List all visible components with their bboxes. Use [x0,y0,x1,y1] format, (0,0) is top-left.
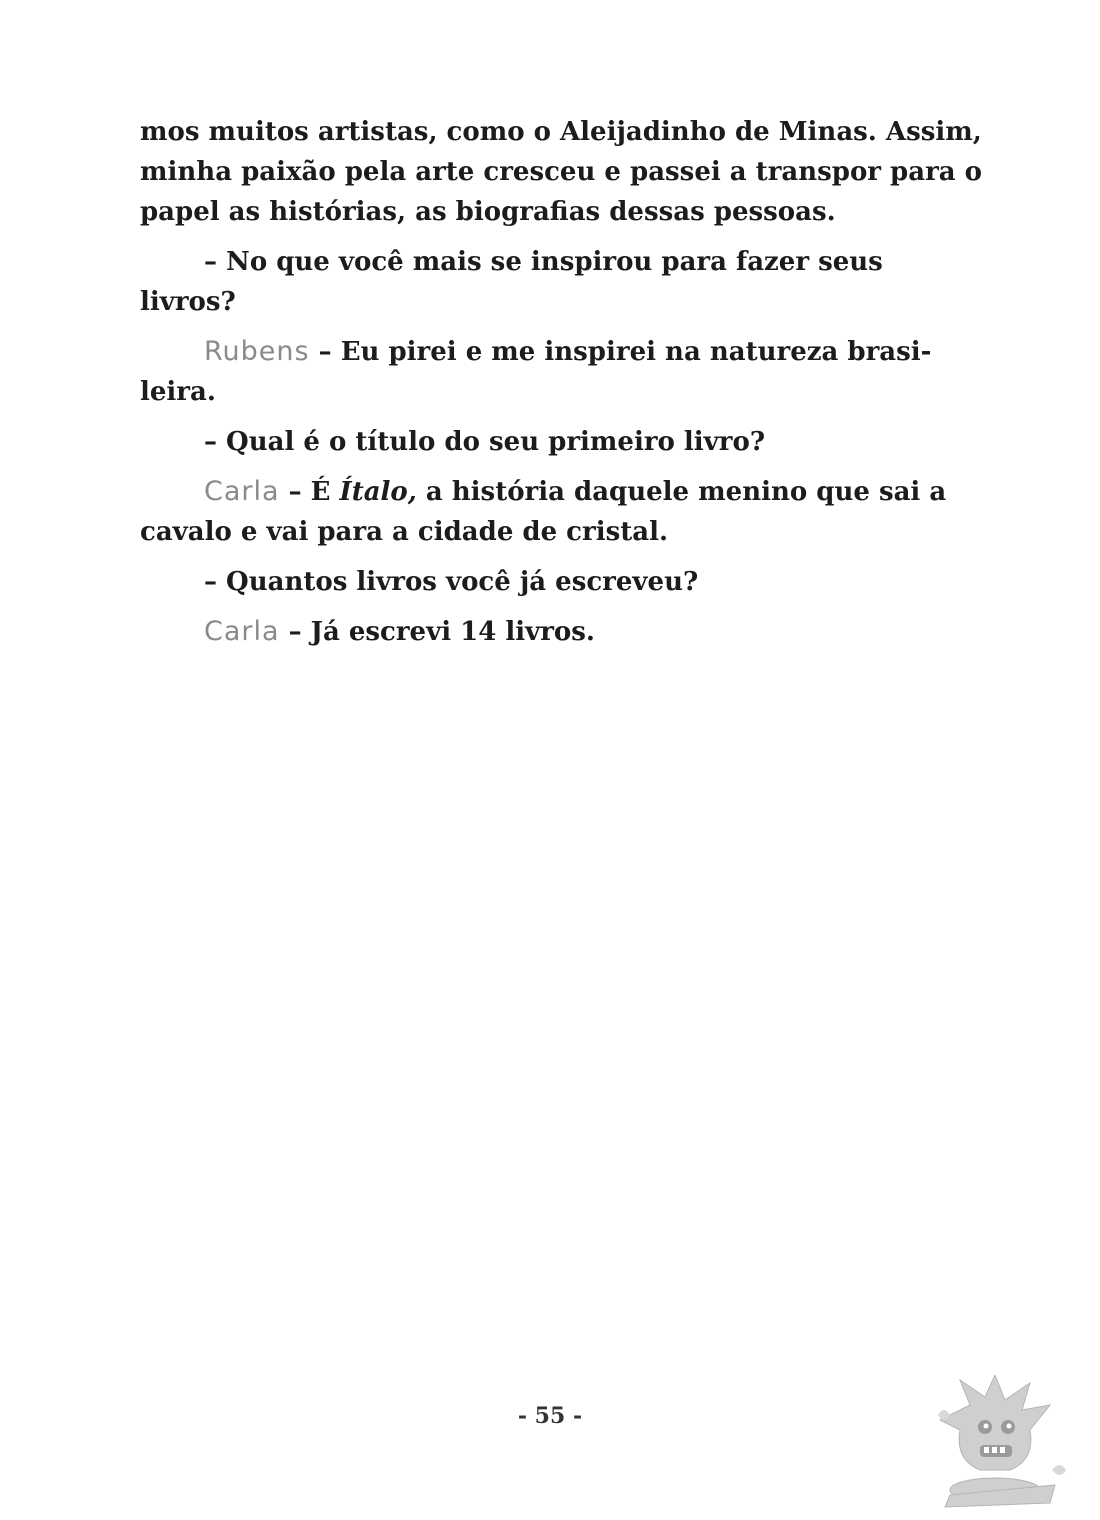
body-text [140,112,983,662]
answer-text-continued: leira. [140,377,216,407]
speaker-name: Rubens [204,336,310,367]
answer-dash: – É [279,477,340,507]
question-2 [140,422,964,462]
answer-1 [140,332,964,412]
book-title: Ítalo, [339,477,417,507]
question-text: – Qual é o título do seu primeiro livro? [204,427,766,457]
cartoon-character-icon [930,1375,1070,1510]
answer-3 [140,612,964,652]
question-text: – Quantos livros você já escreveu? [204,567,699,597]
paragraph-intro [140,112,983,232]
question-1 [140,242,964,322]
text-line: minha paixão pela arte cresceu e passei a transpor para o [140,157,983,187]
speaker-name: Carla [204,476,280,507]
answer-text: – Eu pirei e me inspirei na natureza brasi- [309,337,932,367]
question-3 [140,562,964,602]
answer-text: a história daquele menino que sai a [416,477,947,507]
speaker-name: Carla [204,616,280,647]
question-text: – No que você mais se inspirou para fazer seus livros? [140,247,883,317]
answer-2 [140,472,964,552]
answer-text: – Já escrevi 14 livros. [279,617,595,647]
text-line: mos muitos artistas, como o Aleijadinho de Minas. Assim, [140,117,982,147]
text-line: papel as histórias, as biografias dessas pessoas. [140,197,836,227]
answer-text-continued: cavalo e vai para a cidade de cristal. [140,517,669,547]
page-number: - 55 - [517,1403,583,1429]
